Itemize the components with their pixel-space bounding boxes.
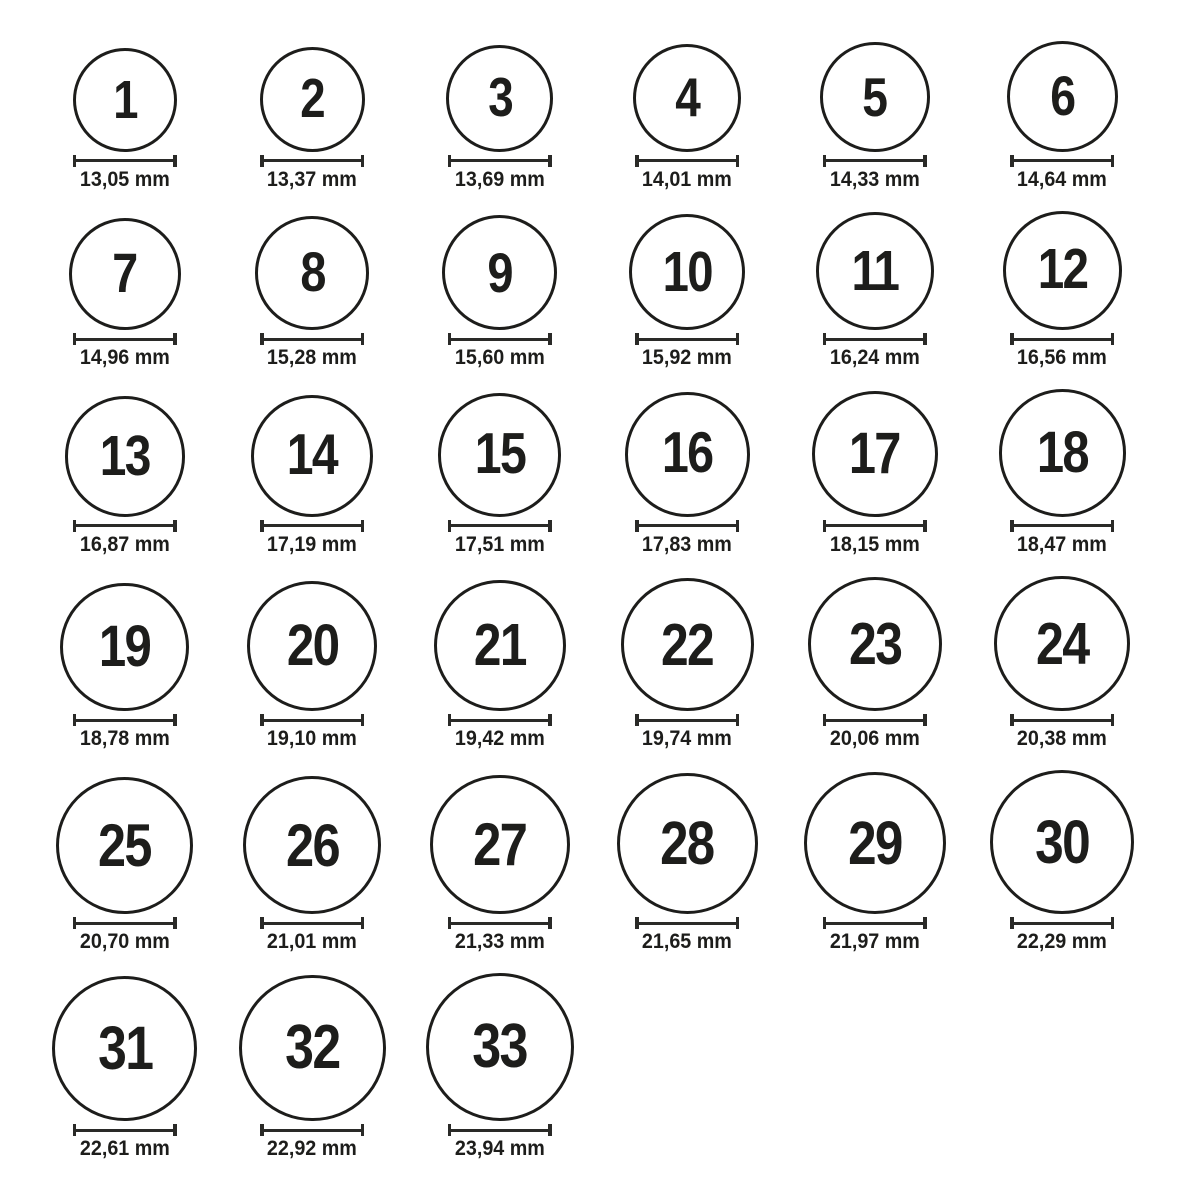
ring-circle [629, 214, 745, 330]
ring-size-item [219, 776, 407, 953]
measure-bar [76, 922, 173, 925]
ring-size-number: 30 [1035, 807, 1090, 876]
measure-tick-right [361, 333, 365, 345]
measure-bar [76, 1129, 173, 1132]
ring-size-row [31, 770, 1157, 953]
ring-size-item [31, 976, 219, 1160]
ring-size-number: 16 [661, 421, 713, 486]
diameter-measure-line [823, 333, 927, 345]
ring-size-item [781, 212, 969, 369]
diameter-measure-line [448, 917, 552, 929]
ring-circle [1003, 211, 1122, 330]
measure-bar [1014, 922, 1111, 925]
measure-bar [639, 719, 736, 722]
ring-size-number: 29 [847, 808, 902, 877]
diameter-label: 16,87 mm [79, 532, 170, 556]
ring-circle [251, 395, 373, 517]
diameter-measure-line [1010, 714, 1114, 726]
ring-circle [438, 393, 561, 516]
ring-size-number: 20 [286, 612, 339, 678]
measure-tick-right [173, 333, 177, 345]
diameter-label: 18,15 mm [829, 532, 920, 556]
diameter-label: 22,29 mm [1017, 930, 1108, 954]
measure-tick-right [361, 155, 365, 167]
diameter-label: 19,42 mm [454, 727, 545, 751]
measure-tick-right [736, 917, 740, 929]
diameter-measure-line [635, 333, 739, 345]
diameter-label: 20,70 mm [79, 930, 170, 954]
measure-bar [264, 719, 361, 722]
measure-tick-right [923, 155, 927, 167]
ring-circle [994, 576, 1130, 712]
diameter-label: 21,97 mm [829, 930, 920, 954]
ring-size-number: 32 [285, 1013, 340, 1083]
diameter-label: 13,69 mm [454, 167, 545, 191]
measure-tick-right [736, 714, 740, 726]
diameter-measure-line [260, 917, 364, 929]
ring-circle [243, 776, 381, 914]
diameter-label: 14,96 mm [79, 346, 170, 370]
ring-size-number: 2 [300, 69, 325, 130]
diameter-label: 15,60 mm [454, 346, 545, 370]
ring-size-item [781, 391, 969, 556]
diameter-label: 18,78 mm [79, 727, 170, 751]
ring-size-number: 5 [862, 65, 887, 128]
ring-circle [60, 583, 189, 712]
ring-size-number: 6 [1050, 64, 1075, 127]
measure-bar [639, 524, 736, 527]
ring-size-number: 3 [487, 67, 512, 129]
ring-size-item [594, 214, 782, 369]
diameter-measure-line [1010, 155, 1114, 167]
measure-bar [76, 159, 173, 162]
ring-size-number: 7 [112, 242, 137, 305]
ring-circle [430, 775, 570, 915]
ring-circle [999, 389, 1126, 516]
diameter-measure-line [635, 714, 739, 726]
diameter-label: 17,51 mm [454, 532, 545, 556]
ring-size-item [31, 48, 219, 191]
ring-circle [446, 45, 553, 152]
measure-tick-right [173, 714, 177, 726]
measure-tick-right [923, 714, 927, 726]
ring-circle [247, 581, 377, 711]
measure-bar [264, 338, 361, 341]
ring-size-number: 14 [287, 423, 338, 487]
measure-bar [826, 159, 923, 162]
diameter-label: 22,92 mm [267, 1137, 358, 1161]
ring-size-item [31, 583, 219, 751]
measure-bar [639, 338, 736, 341]
ring-circle [426, 973, 574, 1121]
measure-tick-right [1111, 917, 1115, 929]
ring-size-item [594, 773, 782, 953]
ring-size-row [31, 973, 1157, 1160]
diameter-label: 21,65 mm [642, 930, 733, 954]
measure-bar [826, 719, 923, 722]
ring-circle [434, 580, 566, 712]
ring-size-chart [31, 0, 1157, 1160]
diameter-measure-line [73, 333, 177, 345]
ring-circle [73, 48, 177, 152]
ring-size-number: 11 [851, 238, 899, 302]
measure-bar [639, 159, 736, 162]
ring-size-item [781, 577, 969, 750]
diameter-measure-line [823, 520, 927, 532]
measure-tick-right [1111, 714, 1115, 726]
ring-size-row [31, 389, 1157, 555]
ring-size-number: 4 [675, 66, 700, 129]
ring-size-item [406, 215, 594, 369]
diameter-label: 23,94 mm [454, 1137, 545, 1161]
measure-tick-right [548, 714, 552, 726]
ring-circle [617, 773, 758, 914]
ring-size-item [594, 44, 782, 191]
measure-bar [264, 922, 361, 925]
ring-size-number: 27 [473, 810, 527, 879]
measure-tick-right [361, 520, 365, 532]
measure-bar [76, 338, 173, 341]
diameter-measure-line [73, 714, 177, 726]
ring-circle [808, 577, 942, 711]
ring-circle [255, 216, 369, 330]
ring-size-item [969, 211, 1157, 369]
ring-size-item [406, 45, 594, 191]
ring-size-item [219, 395, 407, 556]
ring-size-number: 19 [99, 613, 151, 679]
diameter-label: 21,33 mm [454, 930, 545, 954]
ring-circle [56, 777, 193, 914]
diameter-measure-line [823, 155, 927, 167]
measure-tick-right [361, 1124, 365, 1136]
measure-tick-right [361, 714, 365, 726]
measure-bar [451, 922, 548, 925]
diameter-label: 16,56 mm [1017, 346, 1108, 370]
diameter-label: 14,64 mm [1017, 167, 1108, 191]
diameter-measure-line [1010, 917, 1114, 929]
diameter-measure-line [448, 333, 552, 345]
measure-tick-right [923, 917, 927, 929]
ring-circle [816, 212, 934, 330]
ring-circle [1007, 41, 1118, 152]
measure-bar [1014, 338, 1111, 341]
measure-tick-right [736, 155, 740, 167]
ring-size-row [31, 576, 1157, 751]
measure-bar [826, 338, 923, 341]
diameter-measure-line [260, 714, 364, 726]
ring-circle [812, 391, 938, 517]
measure-bar [451, 524, 548, 527]
diameter-measure-line [73, 917, 177, 929]
diameter-measure-line [1010, 520, 1114, 532]
diameter-label: 16,24 mm [829, 346, 920, 370]
ring-size-number: 23 [848, 610, 901, 678]
measure-tick-right [923, 520, 927, 532]
diameter-label: 17,83 mm [642, 532, 733, 556]
ring-size-item [406, 775, 594, 954]
ring-size-number: 33 [472, 1012, 528, 1082]
ring-size-item [406, 580, 594, 751]
ring-circle [633, 44, 741, 152]
ring-size-item [969, 389, 1157, 555]
ring-size-item [406, 973, 594, 1160]
diameter-label: 22,61 mm [79, 1137, 170, 1161]
ring-size-item [406, 393, 594, 555]
ring-circle [820, 42, 930, 152]
diameter-label: 20,06 mm [829, 727, 920, 751]
diameter-measure-line [635, 917, 739, 929]
ring-circle [442, 215, 557, 330]
ring-size-item [31, 218, 219, 369]
ring-circle [625, 392, 750, 517]
diameter-label: 15,28 mm [267, 346, 358, 370]
ring-size-number: 8 [300, 241, 325, 304]
diameter-measure-line [260, 1124, 364, 1136]
measure-tick-right [548, 917, 552, 929]
ring-size-item [969, 576, 1157, 751]
diameter-label: 14,33 mm [829, 167, 920, 191]
ring-size-number: 25 [98, 811, 152, 879]
ring-size-item [969, 41, 1157, 191]
diameter-label: 20,38 mm [1017, 727, 1108, 751]
diameter-measure-line [635, 155, 739, 167]
diameter-measure-line [448, 155, 552, 167]
ring-circle [239, 975, 386, 1122]
ring-circle [52, 976, 197, 1121]
measure-bar [451, 338, 548, 341]
diameter-measure-line [448, 1124, 552, 1136]
diameter-label: 15,92 mm [642, 346, 733, 370]
ring-size-number: 22 [661, 611, 714, 679]
measure-bar [264, 159, 361, 162]
ring-size-number: 12 [1037, 238, 1088, 302]
ring-size-item [781, 42, 969, 191]
measure-tick-right [173, 155, 177, 167]
diameter-measure-line [260, 520, 364, 532]
ring-size-number: 28 [660, 809, 714, 878]
ring-size-number: 10 [662, 239, 712, 303]
measure-bar [1014, 524, 1111, 527]
diameter-measure-line [823, 917, 927, 929]
ring-size-number: 21 [473, 612, 526, 679]
diameter-label: 21,01 mm [267, 930, 358, 954]
ring-size-number: 31 [97, 1013, 152, 1083]
diameter-measure-line [448, 714, 552, 726]
measure-tick-right [173, 917, 177, 929]
measure-bar [264, 1129, 361, 1132]
ring-circle [69, 218, 181, 330]
diameter-measure-line [260, 333, 364, 345]
ring-size-item [219, 975, 407, 1161]
measure-bar [1014, 719, 1111, 722]
ring-size-item [219, 216, 407, 369]
measure-bar [639, 922, 736, 925]
measure-tick-right [173, 1124, 177, 1136]
measure-bar [826, 524, 923, 527]
measure-tick-right [736, 333, 740, 345]
diameter-measure-line [448, 520, 552, 532]
diameter-label: 19,74 mm [642, 727, 733, 751]
ring-circle [65, 396, 186, 517]
ring-circle [804, 772, 947, 915]
diameter-measure-line [260, 155, 364, 167]
ring-size-number: 17 [849, 420, 901, 486]
measure-bar [451, 1129, 548, 1132]
diameter-measure-line [1010, 333, 1114, 345]
ring-size-number: 26 [285, 810, 339, 879]
measure-tick-right [173, 520, 177, 532]
ring-size-row [31, 211, 1157, 369]
measure-bar [826, 922, 923, 925]
diameter-label: 13,05 mm [79, 167, 170, 191]
diameter-label: 13,37 mm [267, 167, 358, 191]
diameter-label: 17,19 mm [267, 532, 358, 556]
diameter-label: 19,10 mm [267, 727, 358, 751]
diameter-measure-line [73, 520, 177, 532]
ring-size-item [219, 47, 407, 191]
ring-circle [990, 770, 1134, 914]
ring-circle [621, 578, 754, 711]
measure-tick-right [548, 333, 552, 345]
diameter-measure-line [73, 155, 177, 167]
diameter-measure-line [73, 1124, 177, 1136]
measure-tick-right [1111, 155, 1115, 167]
ring-size-row [31, 41, 1157, 191]
ring-size-item [31, 396, 219, 556]
ring-size-number: 15 [474, 422, 525, 487]
measure-tick-right [1111, 333, 1115, 345]
measure-bar [451, 719, 548, 722]
diameter-measure-line [635, 520, 739, 532]
ring-size-number: 9 [487, 240, 512, 304]
measure-bar [451, 159, 548, 162]
measure-tick-right [736, 520, 740, 532]
diameter-label: 18,47 mm [1017, 532, 1108, 556]
ring-size-item [219, 581, 407, 750]
measure-tick-right [548, 1124, 552, 1136]
diameter-label: 14,01 mm [642, 167, 733, 191]
ring-size-item [594, 392, 782, 556]
measure-tick-right [923, 333, 927, 345]
measure-bar [76, 524, 173, 527]
ring-circle [260, 47, 365, 152]
ring-size-item [31, 777, 219, 953]
measure-tick-right [1111, 520, 1115, 532]
ring-size-item [594, 578, 782, 750]
measure-bar [1014, 159, 1111, 162]
ring-size-number: 24 [1036, 609, 1089, 677]
measure-tick-right [361, 917, 365, 929]
measure-tick-right [548, 520, 552, 532]
ring-size-item [781, 772, 969, 954]
measure-tick-right [548, 155, 552, 167]
ring-size-number: 18 [1036, 419, 1088, 485]
ring-size-item [969, 770, 1157, 953]
measure-bar [264, 524, 361, 527]
diameter-measure-line [823, 714, 927, 726]
ring-size-number: 1 [112, 69, 137, 130]
ring-size-number: 13 [99, 423, 150, 488]
measure-bar [76, 719, 173, 722]
